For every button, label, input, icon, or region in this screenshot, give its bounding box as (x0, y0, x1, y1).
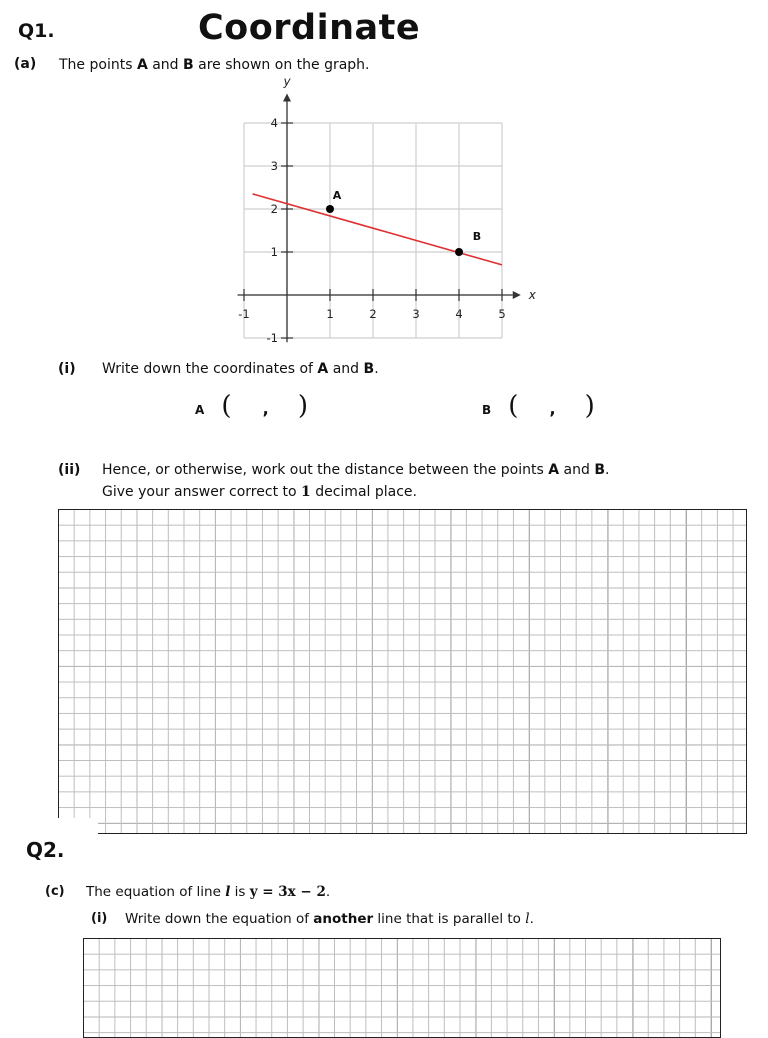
y-axis-label: y (283, 74, 291, 89)
part-c-i-label: (i) (91, 911, 108, 926)
coordinate-graph (0, 0, 768, 360)
working-grid-q2[interactable] (83, 938, 721, 1038)
y-tick-label: -1 (266, 331, 278, 345)
open-paren: ( (221, 391, 232, 421)
working-grid-q1[interactable] (58, 509, 747, 834)
point-a (326, 205, 334, 213)
question-number-2: Q2. (26, 838, 65, 862)
part-a-text: The points A and B are shown on the graph. (59, 57, 370, 73)
page-title: Coordinate (198, 8, 421, 48)
x-tick-label: 5 (498, 307, 506, 321)
x-tick-label: 1 (326, 307, 334, 321)
part-c-i-text: Write down the equation of another line that is parallel to l. (125, 911, 534, 927)
x-axis-arrow (513, 291, 521, 299)
open-paren: ( (508, 391, 519, 421)
part-ii-label: (ii) (58, 462, 81, 478)
part-ii-text-line1: Hence, or otherwise, work out the distance between the points A and B. (102, 462, 610, 478)
comma: , (549, 399, 556, 418)
part-ii-text-line2: Give your answer correct to 1 decimal place. (102, 484, 417, 500)
close-paren: ) (584, 391, 595, 421)
point-b (455, 248, 463, 256)
part-a-label: (a) (14, 56, 37, 72)
part-c-text: The equation of line l is y = 3x − 2. (86, 884, 331, 900)
y-tick-label: 2 (270, 202, 278, 216)
part-i-text: Write down the coordinates of A and B. (102, 361, 379, 377)
coordinate-label-b: B (482, 403, 492, 417)
y-axis-arrow (283, 94, 291, 102)
x-tick-label: 2 (369, 307, 377, 321)
question-number-1: Q1. (18, 20, 55, 42)
x-tick-label: 4 (455, 307, 463, 321)
grid-corner-mask (58, 818, 98, 838)
line-l (253, 194, 502, 265)
part-i-label: (i) (58, 361, 76, 377)
coordinate-label-a: A (195, 403, 205, 417)
coordinate-answer-b[interactable] (482, 391, 595, 421)
part-c-label: (c) (45, 884, 65, 899)
y-tick-label: 1 (270, 245, 278, 259)
y-tick-label: 3 (270, 159, 278, 173)
x-axis-label: x (528, 288, 536, 302)
point-label-a: A (332, 189, 342, 202)
coordinate-answer-a[interactable] (195, 391, 308, 421)
comma: , (262, 399, 269, 418)
x-tick-label: -1 (238, 307, 250, 321)
point-label-b: B (472, 230, 482, 243)
close-paren: ) (297, 391, 308, 421)
x-tick-label: 3 (412, 307, 420, 321)
y-tick-label: 4 (270, 116, 278, 130)
